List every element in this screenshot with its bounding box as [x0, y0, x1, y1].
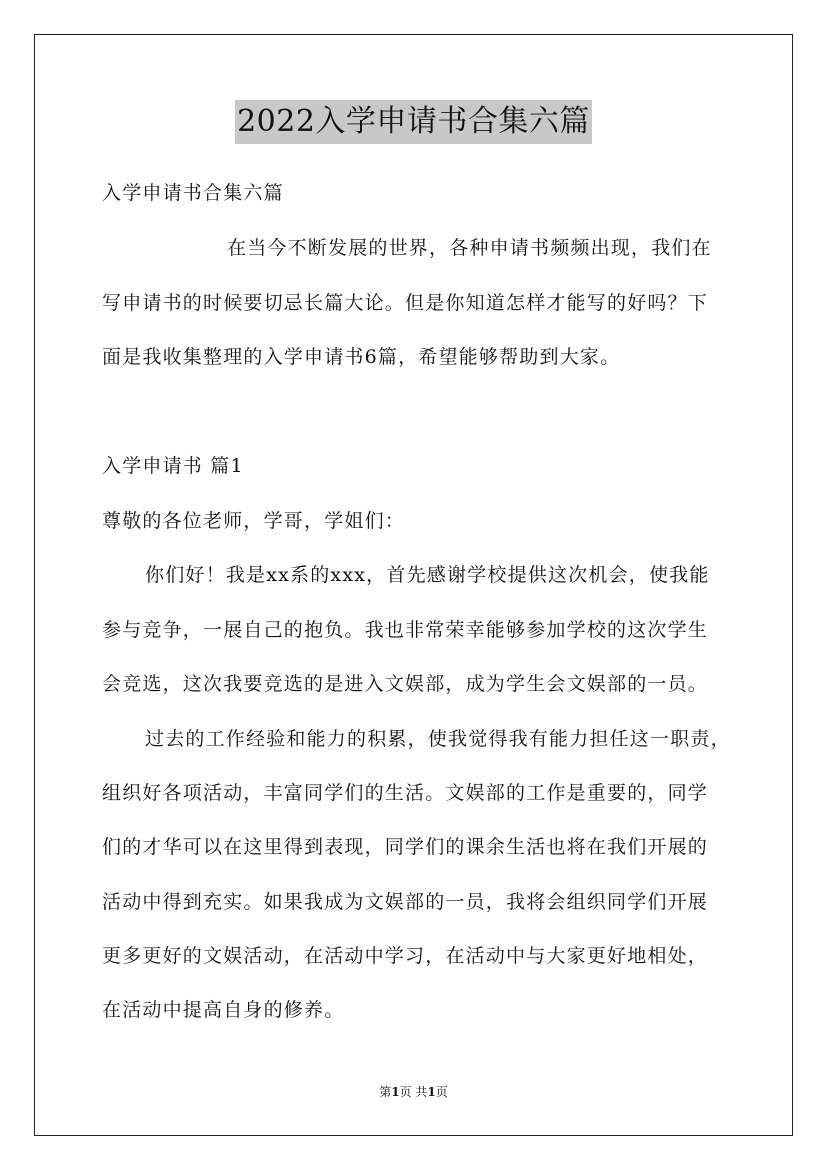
body-line-3: 会竞选，这次我要竞选的是进入文娱部，成为学生会文娱部的一员。: [102, 673, 709, 695]
footer-prefix: 第: [379, 1085, 392, 1099]
body-line-4: 过去的工作经验和能力的积累，使我觉得我有能力担任这一职责，: [145, 728, 731, 750]
body-line-9: 在活动中提高自身的修养。: [102, 999, 345, 1021]
salutation: 尊敬的各位老师，学哥，学姐们：: [102, 510, 406, 532]
body-line-7: 活动中得到充实。如果我成为文娱部的一员，我将会组织同学们开展: [102, 891, 709, 913]
body-line-2: 参与竞争，一展自己的抱负。我也非常荣幸能够参加学校的这次学生: [102, 619, 709, 641]
footer-total-pages: 1: [427, 1085, 436, 1099]
document-title: 2022入学申请书合集六篇: [235, 100, 592, 144]
footer-mid: 页 共: [399, 1085, 428, 1099]
intro-line-2: 写申请书的时候要切忌长篇大论。但是你知道怎样才能写的好吗？下: [102, 292, 709, 314]
footer-page-number: 1: [391, 1085, 400, 1099]
document-subtitle: 入学申请书合集六篇: [102, 182, 284, 204]
body-line-1: 你们好！我是xx系的xxx，首先感谢学校提供这次机会，使我能: [145, 564, 710, 586]
page-footer: [0, 1084, 827, 1100]
intro-line-3: 面是我收集整理的入学申请书6篇，希望能够帮助到大家。: [102, 346, 621, 368]
body-line-6: 们的才华可以在这里得到表现，同学们的课余生活也将在我们开展的: [102, 836, 709, 858]
body-line-8: 更多更好的文娱活动，在活动中学习，在活动中与大家更好地相处，: [102, 945, 709, 967]
section-heading: 入学申请书 篇1: [102, 455, 244, 477]
footer-suffix: 页: [435, 1085, 448, 1099]
title-wrap: [0, 100, 827, 144]
intro-line-1: 在当今不断发展的世界，各种申请书频频出现，我们在: [227, 237, 712, 259]
body-line-5: 组织好各项活动，丰富同学们的生活。文娱部的工作是重要的，同学: [102, 782, 709, 804]
